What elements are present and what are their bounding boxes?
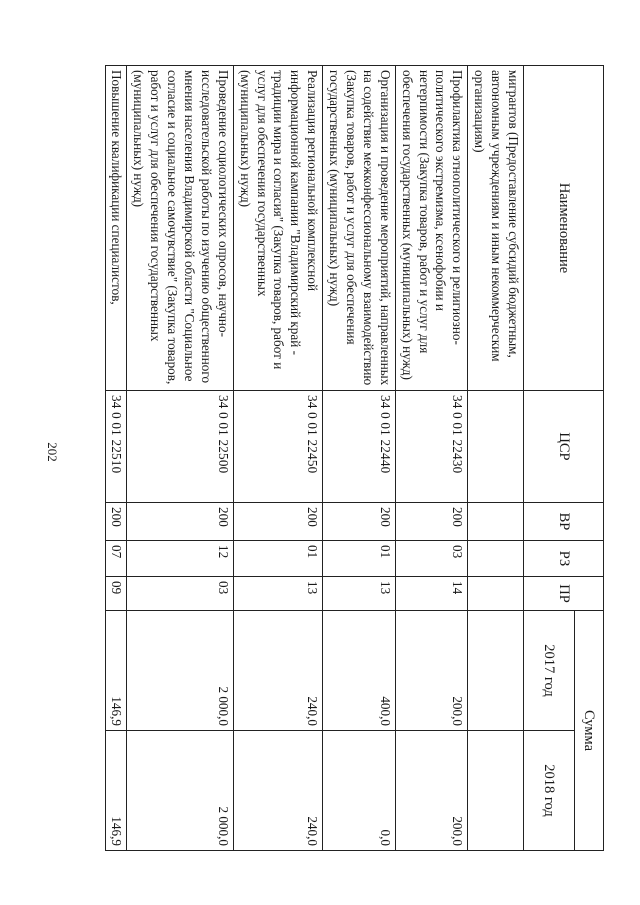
table-row [127, 66, 233, 851]
row-rz: 03 [395, 541, 468, 577]
rotated-landscape-content [68, 65, 604, 850]
row-sum-2018: 0,0 [323, 731, 396, 851]
row-pr: 13 [323, 577, 396, 611]
row-name: Организация и проведение мероприятий, направленных на содействие межконфессиональному взаимодействию (Закупка товаров, работ и услуг для обеспечения государственных (муниципальных) нужд) [323, 66, 396, 391]
table-row [233, 66, 322, 851]
row-sum-2017: 2 000,0 [127, 611, 233, 731]
row-csr: 34 0 01 22450 [233, 391, 322, 503]
row-name: Реализация региональной комплексной информационной кампании "Владимирский край - традиции мира и согласия" (Закупка товаров, работ и услуг для обеспечения государственных (муниципальных) нужд) [233, 66, 322, 391]
table-row [468, 66, 524, 851]
row-pr [468, 577, 524, 611]
header-year-2018: 2018 год [524, 731, 575, 851]
row-csr: 34 0 01 22510 [105, 391, 127, 503]
header-pr: ПР [524, 577, 604, 611]
row-sum-2018: 2 000,0 [127, 731, 233, 851]
row-sum-2017: 240,0 [233, 611, 322, 731]
row-rz: 01 [323, 541, 396, 577]
row-name: мигрантов (Предоставление субсидий бюджетным, автономным учреждениям и иным некоммерческим организациям) [468, 66, 524, 391]
row-name: Повышение квалификации специалистов, [105, 66, 127, 391]
row-csr: 34 0 01 22440 [323, 391, 396, 503]
row-sum-2017: 400,0 [323, 611, 396, 731]
header-row [575, 66, 604, 851]
row-vr: 200 [323, 503, 396, 541]
row-name: Профилактика этнополитического и религиозно-политического экстремизма, ксенофобии и нетерпимости (Закупка товаров, работ и услуг для обеспечения государственных (муниципальных) нужд) [395, 66, 468, 391]
row-vr: 200 [395, 503, 468, 541]
header-sum: Сумма [575, 611, 604, 851]
row-vr: 200 [127, 503, 233, 541]
row-pr: 14 [395, 577, 468, 611]
row-vr: 200 [233, 503, 322, 541]
row-pr: 09 [105, 577, 127, 611]
row-sum-2018 [468, 731, 524, 851]
row-sum-2018: 146,9 [105, 731, 127, 851]
row-pr: 13 [233, 577, 322, 611]
row-name: Проведение социологических опросов, научно-исследовательской работы по изучению общественного мнения населения Владимирской области "Социальное согласие и социальное самочувствие" (Закупка товаров, работ и услуг для обеспечения государственных (муниципальных) нужд) [127, 66, 233, 391]
header-year-2017: 2017 год [524, 611, 575, 731]
row-vr [468, 503, 524, 541]
table-row [105, 66, 127, 851]
row-sum-2017: 146,9 [105, 611, 127, 731]
row-pr: 03 [127, 577, 233, 611]
row-sum-2017: 200,0 [395, 611, 468, 731]
header-csr: ЦСР [524, 391, 604, 503]
row-rz: 07 [105, 541, 127, 577]
table-row [395, 66, 468, 851]
row-csr: 34 0 01 22430 [395, 391, 468, 503]
header-rz: РЗ [524, 541, 604, 577]
row-rz: 12 [127, 541, 233, 577]
row-rz: 01 [233, 541, 322, 577]
row-sum-2018: 200,0 [395, 731, 468, 851]
row-vr: 200 [105, 503, 127, 541]
row-sum-2017 [468, 611, 524, 731]
table-row [323, 66, 396, 851]
budget-table [105, 65, 604, 851]
row-rz [468, 541, 524, 577]
row-sum-2018: 240,0 [233, 731, 322, 851]
header-vr: ВР [524, 503, 604, 541]
row-csr: 34 0 01 22500 [127, 391, 233, 503]
row-csr [468, 391, 524, 503]
header-name: Наименование [524, 66, 604, 391]
page-number: 202 [45, 442, 60, 462]
